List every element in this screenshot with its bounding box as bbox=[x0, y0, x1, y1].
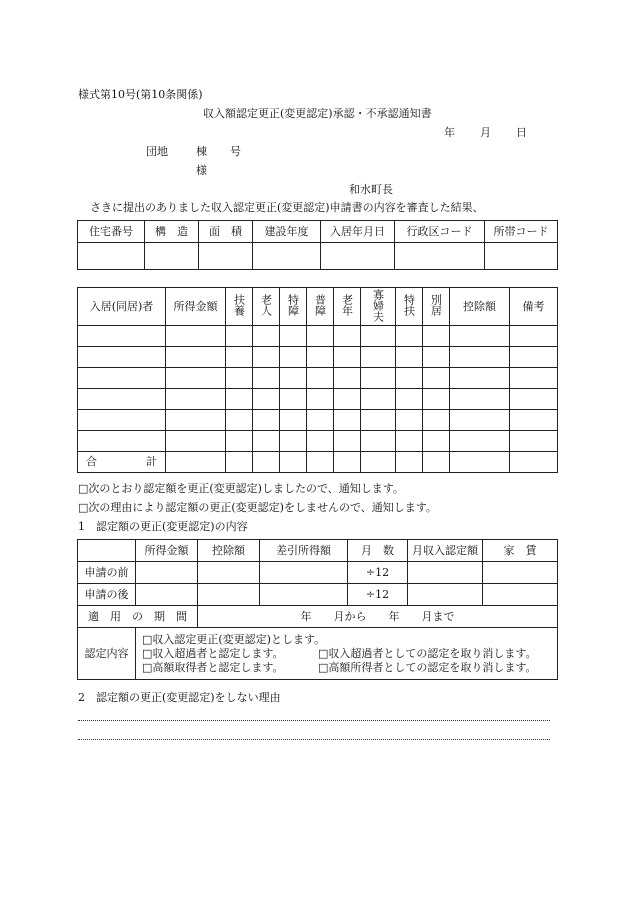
header-general-disability-text: 普障 bbox=[313, 294, 327, 316]
header-separate-text: 別居 bbox=[429, 294, 443, 316]
header-structure: 構 造 bbox=[145, 221, 199, 243]
mune-label: 棟 bbox=[196, 145, 207, 158]
header-construction-year: 建設年度 bbox=[253, 221, 321, 243]
document-title: 収入額認定更正(変更認定)承認・不承認通知書 bbox=[203, 107, 432, 120]
table-row bbox=[78, 410, 558, 431]
header-aged bbox=[334, 288, 361, 326]
after-deduction-cell[interactable] bbox=[198, 584, 260, 606]
cell-district-code[interactable] bbox=[395, 243, 485, 270]
table-row bbox=[78, 368, 558, 389]
before-divisor: ÷12 bbox=[348, 562, 408, 584]
table-row bbox=[78, 431, 558, 452]
after-rent-cell[interactable] bbox=[483, 584, 558, 606]
property-table bbox=[77, 220, 558, 270]
period-text: 年 月から 年 月まで bbox=[198, 606, 558, 628]
before-income-cell[interactable] bbox=[136, 562, 198, 584]
header-dependent-text: 扶養 bbox=[232, 294, 246, 316]
total-row bbox=[78, 452, 558, 473]
honorific-sama: 様 bbox=[196, 164, 207, 177]
header-remarks: 備考 bbox=[510, 288, 558, 326]
header-months: 月 数 bbox=[348, 540, 408, 562]
option-revision[interactable]: □収入認定更正(変更認定)とします。 bbox=[142, 632, 326, 646]
table-row bbox=[78, 347, 558, 368]
issuer-name: 和水町長 bbox=[349, 183, 393, 196]
intro-text: さきに提出のありました収入認定更正(変更認定)申請書の内容を審査した結果、 bbox=[90, 201, 484, 214]
total-label-left: 合 bbox=[86, 455, 97, 468]
header-house-number: 住宅番号 bbox=[78, 221, 145, 243]
header-widow-text: 寡婦夫 bbox=[371, 288, 385, 322]
header-widow bbox=[361, 288, 396, 326]
after-divisor: ÷12 bbox=[348, 584, 408, 606]
content-options bbox=[136, 628, 558, 680]
reject-checkbox-line[interactable]: □次の理由により認定額の更正(変更認定)をしませんので、通知します。 bbox=[78, 501, 437, 514]
header-special-support bbox=[396, 288, 423, 326]
danchi-label: 団地 bbox=[146, 145, 168, 158]
approve-checkbox-line[interactable]: □次のとおり認定額を更正(変更認定)しましたので、通知します。 bbox=[78, 482, 404, 495]
cell-move-in-date[interactable] bbox=[321, 243, 395, 270]
header-income: 所得金額 bbox=[166, 288, 226, 326]
revision-table bbox=[77, 539, 558, 680]
content-label: 認定内容 bbox=[78, 628, 136, 680]
after-net-cell[interactable] bbox=[260, 584, 348, 606]
before-net-cell[interactable] bbox=[260, 562, 348, 584]
header-area: 面 積 bbox=[199, 221, 253, 243]
header-household-code: 所帯コード bbox=[485, 221, 558, 243]
option-excess-earner[interactable]: □収入超過者と認定します。 bbox=[142, 646, 284, 660]
header-special-disability-text: 特障 bbox=[286, 294, 300, 316]
after-income-cell[interactable] bbox=[136, 584, 198, 606]
header-deduction-amount: 控除額 bbox=[198, 540, 260, 562]
row-before-label: 申請の前 bbox=[78, 562, 136, 584]
total-label bbox=[78, 452, 166, 473]
total-label-right: 計 bbox=[146, 455, 157, 468]
cell-construction-year[interactable] bbox=[253, 243, 321, 270]
cell-structure[interactable] bbox=[145, 243, 199, 270]
after-monthly-cell[interactable] bbox=[408, 584, 483, 606]
option-cancel-excess[interactable]: □収入超過者としての認定を取り消します。 bbox=[318, 646, 537, 660]
date-year-label: 年 bbox=[444, 126, 455, 139]
cell-household-code[interactable] bbox=[485, 243, 558, 270]
cell-house-number[interactable] bbox=[78, 243, 145, 270]
cell-area[interactable] bbox=[199, 243, 253, 270]
header-rent: 家 賃 bbox=[483, 540, 558, 562]
period-label: 適 用 の 期 間 bbox=[78, 606, 198, 628]
header-move-in-date: 入居年月日 bbox=[321, 221, 395, 243]
before-deduction-cell[interactable] bbox=[198, 562, 260, 584]
row-after-label: 申請の後 bbox=[78, 584, 136, 606]
reason-line-1[interactable] bbox=[78, 720, 550, 721]
header-elderly bbox=[253, 288, 280, 326]
header-monthly-income: 月収入認定額 bbox=[408, 540, 483, 562]
date-month-label: 月 bbox=[480, 126, 491, 139]
header-elderly-text: 老人 bbox=[259, 294, 273, 316]
header-dependent bbox=[226, 288, 253, 326]
header-resident: 入居(同居)者 bbox=[78, 288, 166, 326]
section1-heading: 1 認定額の更正(変更認定)の内容 bbox=[78, 520, 248, 533]
option-high-earner[interactable]: □高額取得者と認定します。 bbox=[142, 660, 284, 674]
header-net-income: 差引所得額 bbox=[260, 540, 348, 562]
form-number: 様式第10号(第10条関係) bbox=[78, 88, 203, 101]
header-district-code: 行政区コード bbox=[395, 221, 485, 243]
before-monthly-cell[interactable] bbox=[408, 562, 483, 584]
header-aged-text: 老年 bbox=[340, 294, 354, 316]
before-rent-cell[interactable] bbox=[483, 562, 558, 584]
header-special-disability bbox=[280, 288, 307, 326]
income-table bbox=[77, 287, 558, 473]
header-special-support-text: 特扶 bbox=[402, 294, 416, 316]
section2-heading: 2 認定額の更正(変更認定)をしない理由 bbox=[78, 691, 281, 704]
header-deduction: 控除額 bbox=[450, 288, 510, 326]
option-cancel-high[interactable]: □高額所得者としての認定を取り消します。 bbox=[318, 660, 537, 674]
header-blank bbox=[78, 540, 136, 562]
date-day-label: 日 bbox=[516, 126, 527, 139]
header-general-disability bbox=[307, 288, 334, 326]
header-income-amount: 所得金額 bbox=[136, 540, 198, 562]
reason-line-2[interactable] bbox=[78, 739, 550, 740]
gou-label: 号 bbox=[230, 145, 241, 158]
header-separate bbox=[423, 288, 450, 326]
table-row bbox=[78, 389, 558, 410]
table-row bbox=[78, 326, 558, 347]
